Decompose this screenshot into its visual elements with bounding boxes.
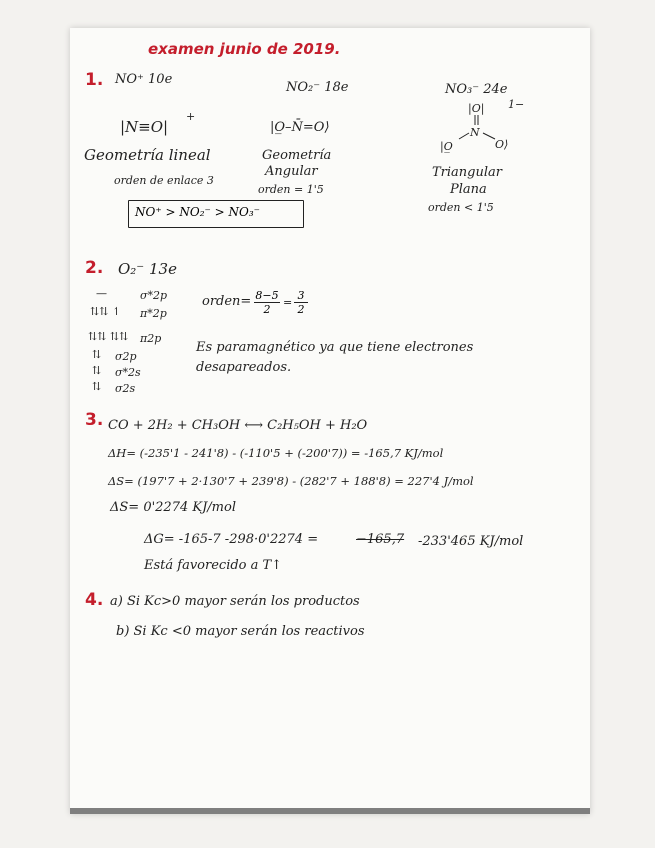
- mo-level-sigma-star-2s: σ*2s: [115, 366, 141, 379]
- mo-arrows-sigma-star-2p: —: [96, 287, 107, 300]
- mo-arrows-pi-star-2p: ⇅⇅ ↿: [90, 305, 122, 318]
- fraction-2-denominator: 2: [297, 303, 305, 316]
- no2-minus-bond-order: orden = 1'5: [258, 183, 324, 196]
- no3-minus-heading: NO₃⁻ 24e: [445, 82, 508, 97]
- no3-minus-geometry-line2: Plana: [450, 182, 487, 197]
- fraction-equals: =: [283, 296, 293, 309]
- no-plus-geometry: Geometría lineal: [84, 146, 211, 164]
- no-plus-structure: |N≡O|: [120, 118, 169, 136]
- favorability-note: Está favorecido a T↑: [144, 558, 283, 573]
- mo-arrows-sigma-2p: ⇅: [92, 348, 102, 361]
- fraction-2-numerator: 3: [297, 289, 305, 302]
- no3-bond-lines: [455, 115, 505, 145]
- question-2-number: 2.: [85, 258, 104, 278]
- no3-top-oxygen: |O|: [468, 102, 485, 115]
- answer-4a: a) Si Kc>0 mayor serán los productos: [110, 594, 360, 609]
- no3-minus-bond-order: orden < 1'5: [428, 201, 494, 214]
- bond-order-label: orden=: [202, 294, 252, 309]
- no2-minus-geometry-line1: Geometría: [262, 148, 332, 163]
- no3-minus-geometry-line1: Triangular: [432, 165, 502, 180]
- bond-order-fraction-2: [294, 290, 308, 315]
- entropy-kj-value: ΔS= 0'2274 KJ/mol: [110, 500, 236, 515]
- exam-title: examen junio de 2019.: [148, 40, 341, 58]
- mo-level-sigma-star-2p: σ*2p: [140, 289, 168, 302]
- bond-order-comparison-box: [128, 200, 304, 228]
- bond-order-fraction-1: [254, 290, 280, 315]
- paramagnetic-text-line2: desapareados.: [196, 360, 292, 375]
- no-plus-heading: NO⁺ 10e: [115, 72, 173, 87]
- gibbs-result: -233'465 KJ/mol: [418, 534, 524, 549]
- no3-right-oxygen: O⟩: [495, 138, 509, 151]
- fraction-1-numerator: 8−5: [255, 289, 279, 302]
- reaction-equation: CO + 2H₂ + CH₃OH ⟷ C₂H₅OH + H₂O: [108, 418, 368, 433]
- no2-minus-structure: |O̲–N̄=O⟩: [270, 120, 330, 135]
- mo-arrows-sigma-star-2s: ⇅: [92, 364, 102, 377]
- no-plus-bond-order: orden de enlace 3: [114, 174, 214, 187]
- question-1-number: 1.: [85, 70, 104, 90]
- no3-charge: 1−: [508, 98, 525, 111]
- question-4-number: 4.: [85, 590, 104, 610]
- answer-4b: b) Si Kc <0 mayor serán los reactivos: [116, 624, 365, 639]
- mo-level-pi-star-2p: π*2p: [140, 307, 167, 320]
- fraction-1-denominator: 2: [263, 303, 271, 316]
- no2-minus-heading: NO₂⁻ 18e: [286, 80, 349, 95]
- o2-minus-heading: O₂⁻ 13e: [118, 260, 177, 278]
- paper-bottom-edge: [70, 808, 590, 814]
- gibbs-calculation: ΔG= -165-7 -298·0'2274 =: [144, 532, 319, 547]
- mo-arrows-pi-2p: ⇅⇅ ⇅⇅: [88, 330, 129, 343]
- gibbs-crossed-out: −165,7: [356, 532, 405, 547]
- no2-minus-geometry-line2: Angular: [265, 164, 318, 179]
- enthalpy-calculation: ΔH= (-235'1 - 241'8) - (-110'5 + (-200'7)) = -165,7 KJ/mol: [108, 446, 444, 460]
- bond-order-comparison: NO⁺ > NO₂⁻ > NO₃⁻: [135, 205, 261, 219]
- no3-nitrogen: N: [470, 126, 480, 139]
- question-3-number: 3.: [85, 410, 104, 430]
- paramagnetic-text-line1: Es paramagnético ya que tiene electrones: [196, 340, 474, 355]
- mo-level-sigma-2p: σ2p: [115, 350, 137, 363]
- no-plus-charge: +: [186, 110, 196, 123]
- mo-arrows-sigma-2s: ⇅: [92, 380, 102, 393]
- mo-level-pi-2p: π2p: [140, 332, 162, 345]
- no3-left-oxygen: |O̲: [440, 140, 453, 153]
- mo-level-sigma-2s: σ2s: [115, 382, 136, 395]
- entropy-calculation: ΔS= (197'7 + 2·130'7 + 239'8) - (282'7 + 188'8) = 227'4 J/mol: [108, 474, 474, 488]
